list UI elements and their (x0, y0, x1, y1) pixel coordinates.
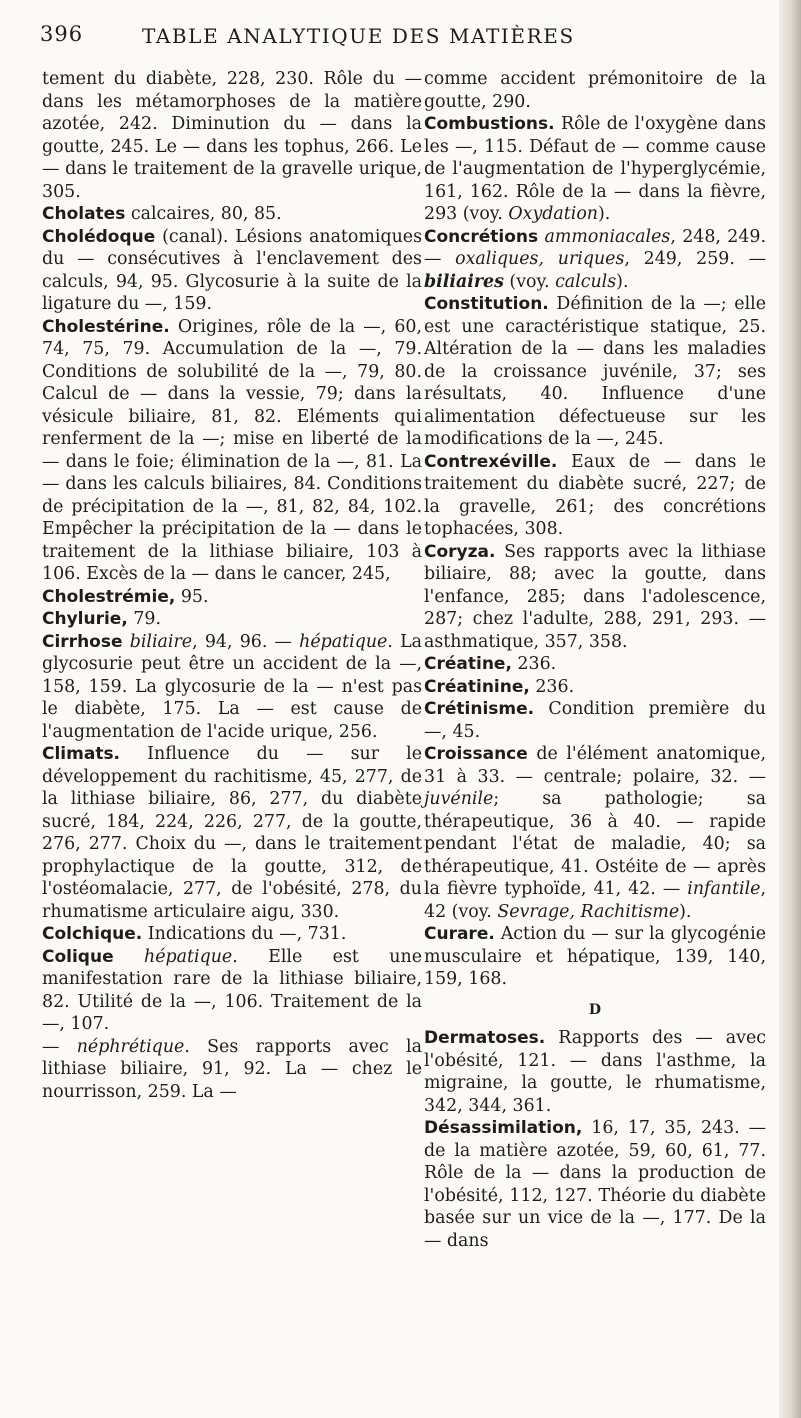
entry-text: Sevrage, Rachitisme (497, 901, 680, 922)
index-entry (424, 113, 766, 226)
entry-text: néphrétique (76, 1036, 185, 1057)
entry-text: ). (616, 271, 629, 292)
index-entry (42, 68, 422, 203)
entry-text: calculs (555, 271, 617, 292)
entry-text: ). (679, 901, 692, 922)
entry-text: Rôle de l'oxygène dans les —, 115. Défaut de — comme cause de l'augmentation de l'hyperglycémie, 161, 162. Rôle de la — dans la fièvre, 293 (voy. (424, 114, 766, 224)
entry-text: Condition première du —, 45. (424, 699, 766, 742)
entry-text: calcaires, 80, 85. (125, 204, 282, 224)
entry-text: Définition de la —; elle est une caractéristique statique, 25. Altération de la — dans les maladies de la croissance juvénile, 37; ses résultats, 40. Influence d'une alimentation défectueuse sur les modifications de la —, 245. (424, 294, 766, 449)
index-entry (424, 1027, 766, 1117)
entry-headword: Cholestrémie, (42, 586, 176, 607)
entry-text: . Elle est une manifestation rare de la lithiase biliaire, 82. Utilité de la —, 106. Traitement de la —, 107. (42, 946, 422, 1034)
entry-headword: Combustions. (424, 114, 555, 134)
entry-text: hépatique (144, 946, 233, 967)
entry-text: Ses rapports avec la lithiase biliaire, 88; avec la goutte, dans l'enfance, 285; dans l'adolescence, 287; chez l'adulte, 288, 291, 293. — asthmatique, 357, 358. (424, 541, 766, 652)
entry-text: hépatique (299, 631, 388, 652)
entry-text: Eaux de — dans le traitement du diabète sucré, 227; de la gravelle, 261; des concrétions tophacées, 308. (424, 451, 766, 539)
page-number: 396 (40, 22, 84, 46)
entry-headword: Cholédoque (42, 226, 156, 247)
entry-headword: Colchique. (42, 924, 143, 944)
entry-text: 16, 17, 35, 243. — de la matière azotée, 59, 60, 61, 77. Rôle de la — dans la production de l'obésité, 112, 127. Théorie du diabète basée sur un vice de la —, 177. De la — dans (424, 1118, 766, 1251)
index-entry (424, 293, 766, 451)
index-entry (42, 946, 422, 1036)
entry-headword: Colique (42, 946, 114, 967)
index-entry (424, 698, 766, 743)
entry-text: Action du — sur la glycogénie musculaire et hépatique, 139, 140, 159, 168. (424, 924, 766, 989)
right-column (424, 68, 766, 1252)
entry-text: biliaires (424, 271, 504, 292)
index-entry (424, 676, 766, 699)
entry-text: de l'élément anatomique, 31 à 33. — centrale; polaire, 32. — (424, 744, 766, 787)
entry-text: tement du diabète, 228, 230. Rôle du — dans les métamorphoses de la matière azotée, 242. Diminution du — dans la goutte, 245. Le — dans les tophus, 266. Le — dans le traitement de la gravelle urique, 305. (42, 69, 422, 202)
index-entry (42, 203, 422, 226)
index-entry (424, 451, 766, 541)
entry-text: , 248, 249. — (424, 226, 766, 269)
entry-headword: Climats. (42, 744, 121, 764)
entry-text: ammoniacales (544, 226, 671, 247)
index-entry (42, 226, 422, 316)
entry-headword: Cholates (42, 204, 126, 224)
entry-headword: Crétinisme. (424, 699, 535, 719)
entry-text: juvénile (424, 789, 494, 809)
entry-text: 95. (175, 586, 209, 607)
left-column (42, 68, 422, 1103)
entry-text: (canal). Lésions anatomiques du — consécutives à l'enclavement des calculs, 94, 95. Glycosurie à la suite de la ligature du —, 159. (42, 226, 422, 314)
entry-text: 236. (529, 676, 575, 697)
entry-text: Indications du —, 731. (142, 924, 347, 944)
index-entry (424, 68, 766, 113)
entry-headword: Curare. (424, 924, 495, 944)
entry-text: . Ses rapports avec la lithiase biliaire, 91, 92. La — chez le nourrisson, 259. La — (42, 1036, 422, 1102)
entry-text: ; sa pathologie; sa thérapeutique, 36 à 40. — rapide pendant l'état de maladie, 40; sa thérapeutique, 41. Ostéite de — après la fièvre typhoïde, 41, 42. — (424, 789, 766, 899)
entry-text: Oxydation (508, 204, 598, 224)
index-entry (42, 608, 422, 631)
entry-headword: Contrexéville. (424, 451, 558, 472)
entry-text: biliaire (129, 631, 193, 652)
entry-text: 236. (511, 654, 557, 674)
index-entry (42, 923, 422, 946)
index-entry (42, 743, 422, 923)
entry-text: Influence du — sur le développement du rachitisme, 45, 277, de la lithiase biliaire, 86, 277, du diabète sucré, 184, 224, 226, 277, de la goutte, 276, 277. Choix du —, dans le traitement prophylactique de la goutte, 312, de l'ostéomalacie, 277, de l'obésité, 278, du rhumatisme articulaire aigu, 330. (42, 744, 422, 922)
entry-headword: Cirrhose (42, 631, 123, 652)
entry-text: (voy. (503, 271, 556, 292)
entry-text: , 94, 96. — (192, 631, 300, 652)
index-entry (424, 541, 766, 654)
page-edge-shadow (779, 0, 801, 1418)
entry-headword: Croissance (424, 744, 528, 764)
page-header (0, 22, 760, 62)
index-entry (424, 923, 766, 991)
entry-text: Origines, rôle de la —, 60, 74, 75, 79. Accumulation de la —, 79. Conditions de solubilité de la —, 79, 80. Calcul de — dans la vessie, 79; dans la vésicule biliaire, 81, 82. Eléments qui renferment de la —; mise en liberté de la — dans le foie; élimination de la —, 81. La — dans les calculs biliaires, 84. Conditions de précipitation de la —, 81, 82, 84, 102. Empêcher la précipitation de la — dans le traitement de la lithiase biliaire, 103 à 106. Excès de la — dans le cancer, 245, (42, 316, 422, 584)
entry-text: , 249, 259. — (624, 249, 767, 269)
index-entry (424, 743, 766, 923)
section-letter: D (588, 1001, 602, 1018)
entry-headword: Cholestérine. (42, 316, 170, 337)
entry-text: , 42 (voy. (424, 879, 766, 922)
running-head: TABLE ANALYTIQUE DES MATIÈRES (142, 24, 575, 48)
entry-headword: Créatinine, (424, 676, 530, 697)
entry-headword: Créatine, (424, 654, 512, 674)
index-entry (424, 226, 766, 294)
entry-headword: Désassimilation, (424, 1118, 583, 1138)
entry-text: infantile (687, 879, 761, 899)
index-entry (42, 1036, 422, 1104)
entry-text: comme accident prémonitoire de la goutte, 290. (424, 69, 766, 112)
entry-text (123, 632, 130, 652)
index-entry (42, 316, 422, 586)
entry-text: — (42, 1036, 77, 1057)
entry-text: 79. (127, 609, 161, 629)
entry-text: . La glycosurie peut être un accident de la —, 158, 159. La glycosurie de la — n'est pas le diabète, 175. La — est cause de l'augmentation de l'acide urique, 256. (42, 631, 422, 742)
entry-text: Rapports des — avec l'obésité, 121. — dans l'asthme, la migraine, la goutte, le rhumatisme, 342, 344, 361. (424, 1028, 766, 1116)
entry-text (114, 947, 144, 967)
entry-headword: Dermatoses. (424, 1028, 546, 1048)
entry-headword: Concrétions (424, 226, 539, 247)
entry-text: ). (598, 204, 611, 224)
entry-text: oxaliques, uriques (455, 249, 625, 269)
entry-headword: Coryza. (424, 541, 496, 562)
index-entry (42, 631, 422, 744)
index-entry (424, 1117, 766, 1252)
entry-headword: Constitution. (424, 294, 549, 314)
entry-headword: Chylurie, (42, 609, 128, 629)
index-entry (42, 586, 422, 609)
index-entry (424, 653, 766, 676)
